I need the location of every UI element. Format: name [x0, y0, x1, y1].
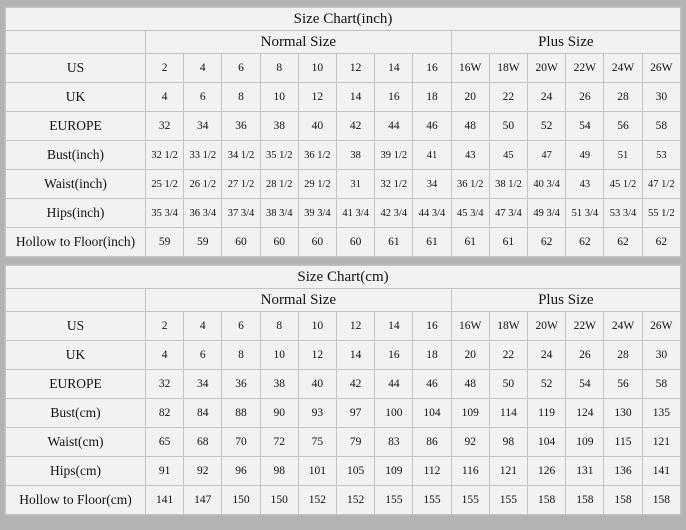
table-row: [6, 428, 681, 457]
chart-title: Size Chart(cm): [6, 266, 681, 289]
cell: 39 3/4: [298, 199, 336, 228]
cell: 155: [413, 486, 451, 515]
cell: 91: [146, 457, 184, 486]
cell: 54: [566, 112, 604, 141]
cell: 12: [337, 54, 375, 83]
cell: 4: [184, 54, 222, 83]
cell: 61: [489, 228, 527, 257]
cell: 62: [604, 228, 642, 257]
row-label: EUROPE: [6, 370, 146, 399]
cell: 62: [528, 228, 566, 257]
cell: 14: [375, 54, 413, 83]
cell: 16: [413, 312, 451, 341]
cell: 152: [337, 486, 375, 515]
cell: 20W: [528, 312, 566, 341]
table-row: [6, 457, 681, 486]
table-row: [6, 370, 681, 399]
cell: 58: [642, 370, 680, 399]
group-plus-size: Plus Size: [451, 31, 680, 54]
cell: 98: [489, 428, 527, 457]
table-title-row: [6, 266, 681, 289]
cell: 10: [260, 83, 298, 112]
cell: 126: [528, 457, 566, 486]
cell: 109: [375, 457, 413, 486]
cell: 116: [451, 457, 489, 486]
cell: 93: [298, 399, 336, 428]
cell: 14: [337, 83, 375, 112]
cell: 61: [375, 228, 413, 257]
cell: 52: [528, 370, 566, 399]
cell: 20: [451, 341, 489, 370]
cell: 49 3/4: [528, 199, 566, 228]
row-label: US: [6, 54, 146, 83]
cell: 8: [222, 341, 260, 370]
cell: 47 3/4: [489, 199, 527, 228]
cell: 24: [528, 83, 566, 112]
cell: 42 3/4: [375, 199, 413, 228]
cell: 43: [451, 141, 489, 170]
cell: 38: [337, 141, 375, 170]
cell: 6: [184, 83, 222, 112]
table-row: [6, 199, 681, 228]
cell: 14: [337, 341, 375, 370]
cell: 37 3/4: [222, 199, 260, 228]
cell: 56: [604, 112, 642, 141]
cell: 155: [375, 486, 413, 515]
cell: 158: [604, 486, 642, 515]
cell: 31: [337, 170, 375, 199]
cell: 10: [298, 312, 336, 341]
cell: 28 1/2: [260, 170, 298, 199]
cell: 32 1/2: [375, 170, 413, 199]
cell: 38: [260, 112, 298, 141]
cell: 61: [413, 228, 451, 257]
cell: 38 1/2: [489, 170, 527, 199]
cell: 70: [222, 428, 260, 457]
cell: 83: [375, 428, 413, 457]
cell: 158: [566, 486, 604, 515]
size-table-inch: [5, 7, 681, 257]
cell: 44: [375, 370, 413, 399]
cell: 68: [184, 428, 222, 457]
cell: 86: [413, 428, 451, 457]
cell: 28: [604, 341, 642, 370]
cell: 47: [528, 141, 566, 170]
cell: 50: [489, 112, 527, 141]
cell: 75: [298, 428, 336, 457]
cell: 14: [375, 312, 413, 341]
cell: 155: [451, 486, 489, 515]
cell: 8: [222, 83, 260, 112]
group-plus-size: Plus Size: [451, 289, 680, 312]
cell: 20: [451, 83, 489, 112]
cell: 2: [146, 312, 184, 341]
cell: 119: [528, 399, 566, 428]
cell: 47 1/2: [642, 170, 680, 199]
cell: 84: [184, 399, 222, 428]
cell: 41: [413, 141, 451, 170]
cell: 38 3/4: [260, 199, 298, 228]
cell: 45: [489, 141, 527, 170]
cell: 112: [413, 457, 451, 486]
cell: 131: [566, 457, 604, 486]
cell: 18: [413, 83, 451, 112]
cell: 30: [642, 83, 680, 112]
cell: 109: [451, 399, 489, 428]
cell: 6: [222, 54, 260, 83]
cell: 40: [298, 370, 336, 399]
cell: 54: [566, 370, 604, 399]
cell: 33 1/2: [184, 141, 222, 170]
table-row: [6, 83, 681, 112]
cell: 121: [642, 428, 680, 457]
cell: 44: [375, 112, 413, 141]
cell: 49: [566, 141, 604, 170]
cell: 34: [184, 112, 222, 141]
cell: 104: [413, 399, 451, 428]
cell: 53 3/4: [604, 199, 642, 228]
cell: 48: [451, 112, 489, 141]
cell: 79: [337, 428, 375, 457]
cell: 2: [146, 54, 184, 83]
cell: 22W: [566, 54, 604, 83]
cell: 136: [604, 457, 642, 486]
row-label: EUROPE: [6, 112, 146, 141]
cell: 22: [489, 83, 527, 112]
cell: 121: [489, 457, 527, 486]
cell: 6: [222, 312, 260, 341]
table-group-row: [6, 289, 681, 312]
cell: 59: [184, 228, 222, 257]
cell: 141: [642, 457, 680, 486]
cell: 150: [260, 486, 298, 515]
cell: 48: [451, 370, 489, 399]
row-label: UK: [6, 341, 146, 370]
cell: 101: [298, 457, 336, 486]
cell: 4: [184, 312, 222, 341]
table-row: [6, 341, 681, 370]
cell: 24W: [604, 54, 642, 83]
cell: 104: [528, 428, 566, 457]
cell: 141: [146, 486, 184, 515]
row-label: Waist(inch): [6, 170, 146, 199]
cell: 30: [642, 341, 680, 370]
cell: 155: [489, 486, 527, 515]
row-label: Bust(cm): [6, 399, 146, 428]
table-row: [6, 312, 681, 341]
cell: 26: [566, 83, 604, 112]
table-row: [6, 170, 681, 199]
row-label: Hips(inch): [6, 199, 146, 228]
cell: 60: [222, 228, 260, 257]
cell: 8: [260, 54, 298, 83]
cell: 130: [604, 399, 642, 428]
cell: 51 3/4: [566, 199, 604, 228]
cell: 50: [489, 370, 527, 399]
row-label: Hollow to Floor(cm): [6, 486, 146, 515]
cell: 82: [146, 399, 184, 428]
cell: 92: [184, 457, 222, 486]
cell: 25 1/2: [146, 170, 184, 199]
cell: 88: [222, 399, 260, 428]
chart-title: Size Chart(inch): [6, 8, 681, 31]
cell: 45 3/4: [451, 199, 489, 228]
cell: 43: [566, 170, 604, 199]
cell: 61: [451, 228, 489, 257]
cell: 28: [604, 83, 642, 112]
cell: 26 1/2: [184, 170, 222, 199]
cell: 20W: [528, 54, 566, 83]
cell: 42: [337, 112, 375, 141]
size-table-cm: [5, 265, 681, 515]
cell: 105: [337, 457, 375, 486]
cell: 60: [260, 228, 298, 257]
cell: 29 1/2: [298, 170, 336, 199]
cell: 124: [566, 399, 604, 428]
cell: 22W: [566, 312, 604, 341]
cell: 6: [184, 341, 222, 370]
cell: 62: [642, 228, 680, 257]
cell: 41 3/4: [337, 199, 375, 228]
table-row: [6, 399, 681, 428]
cell: 36: [222, 112, 260, 141]
cell: 51: [604, 141, 642, 170]
cell: 4: [146, 83, 184, 112]
cell: 53: [642, 141, 680, 170]
cell: 114: [489, 399, 527, 428]
row-label: US: [6, 312, 146, 341]
cell: 62: [566, 228, 604, 257]
cell: 35 1/2: [260, 141, 298, 170]
cell: 12: [298, 341, 336, 370]
size-chart-cm: [4, 264, 682, 516]
row-label: Hips(cm): [6, 457, 146, 486]
cell: 42: [337, 370, 375, 399]
cell: 35 3/4: [146, 199, 184, 228]
cell: 96: [222, 457, 260, 486]
cell: 27 1/2: [222, 170, 260, 199]
cell: 36: [222, 370, 260, 399]
cell: 152: [298, 486, 336, 515]
cell: 40 3/4: [528, 170, 566, 199]
cell: 38: [260, 370, 298, 399]
cell: 36 1/2: [298, 141, 336, 170]
cell: 10: [298, 54, 336, 83]
cell: 100: [375, 399, 413, 428]
cell: 24: [528, 341, 566, 370]
cell: 46: [413, 370, 451, 399]
cell: 45 1/2: [604, 170, 642, 199]
cell: 22: [489, 341, 527, 370]
cell: 34: [184, 370, 222, 399]
cell: 32 1/2: [146, 141, 184, 170]
row-label: Hollow to Floor(inch): [6, 228, 146, 257]
row-label: UK: [6, 83, 146, 112]
cell: 52: [528, 112, 566, 141]
row-label: Bust(inch): [6, 141, 146, 170]
cell: 58: [642, 112, 680, 141]
cell: 59: [146, 228, 184, 257]
cell: 98: [260, 457, 298, 486]
cell: 109: [566, 428, 604, 457]
cell: 16: [375, 341, 413, 370]
cell: 158: [528, 486, 566, 515]
cell: 60: [298, 228, 336, 257]
cell: 92: [451, 428, 489, 457]
cell: 16: [375, 83, 413, 112]
group-normal-size: Normal Size: [146, 31, 452, 54]
group-blank: [6, 289, 146, 312]
cell: 44 3/4: [413, 199, 451, 228]
cell: 18W: [489, 54, 527, 83]
cell: 55 1/2: [642, 199, 680, 228]
cell: 12: [337, 312, 375, 341]
cell: 18: [413, 341, 451, 370]
table-row: [6, 54, 681, 83]
size-chart-inch: [4, 6, 682, 258]
cell: 26: [566, 341, 604, 370]
cell: 60: [337, 228, 375, 257]
table-title-row: [6, 8, 681, 31]
cell: 90: [260, 399, 298, 428]
cell: 12: [298, 83, 336, 112]
cell: 26W: [642, 54, 680, 83]
table-row: [6, 141, 681, 170]
cell: 10: [260, 341, 298, 370]
cell: 46: [413, 112, 451, 141]
cell: 24W: [604, 312, 642, 341]
cell: 16W: [451, 54, 489, 83]
cell: 18W: [489, 312, 527, 341]
cell: 36 1/2: [451, 170, 489, 199]
cell: 40: [298, 112, 336, 141]
table-row: [6, 486, 681, 515]
cell: 135: [642, 399, 680, 428]
cell: 34 1/2: [222, 141, 260, 170]
cell: 56: [604, 370, 642, 399]
cell: 32: [146, 370, 184, 399]
cell: 65: [146, 428, 184, 457]
row-label: Waist(cm): [6, 428, 146, 457]
cell: 150: [222, 486, 260, 515]
cell: 39 1/2: [375, 141, 413, 170]
cell: 97: [337, 399, 375, 428]
group-blank: [6, 31, 146, 54]
cell: 4: [146, 341, 184, 370]
cell: 115: [604, 428, 642, 457]
table-group-row: [6, 31, 681, 54]
cell: 8: [260, 312, 298, 341]
cell: 72: [260, 428, 298, 457]
cell: 32: [146, 112, 184, 141]
table-row: [6, 228, 681, 257]
group-normal-size: Normal Size: [146, 289, 452, 312]
cell: 36 3/4: [184, 199, 222, 228]
cell: 34: [413, 170, 451, 199]
cell: 158: [642, 486, 680, 515]
table-row: [6, 112, 681, 141]
cell: 16: [413, 54, 451, 83]
cell: 147: [184, 486, 222, 515]
cell: 26W: [642, 312, 680, 341]
cell: 16W: [451, 312, 489, 341]
